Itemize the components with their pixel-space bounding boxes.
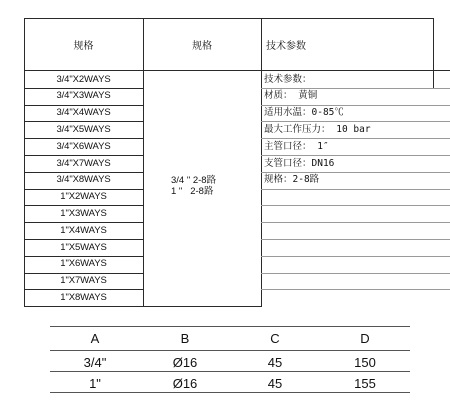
header-divider [24,70,450,71]
spec-range-cell [143,175,261,197]
model-cell: 1"X5WAYS [60,241,107,253]
table-border-bottom [24,306,262,307]
row-divider [24,88,143,89]
model-cell: 1"X3WAYS [60,207,107,219]
model-cell: 1"X4WAYS [60,224,107,236]
row-divider [261,239,450,240]
row-divider [261,88,450,89]
param-cell: 支管口径：DN16 [264,157,335,169]
row-divider [261,172,450,173]
dim-rule-bottom [50,392,410,393]
row-divider [24,239,143,240]
dim-header-cell: D [360,331,370,346]
row-divider [261,256,450,257]
model-cell: 1"X2WAYS [60,191,107,203]
row-divider [261,105,450,106]
row-divider [261,138,450,139]
dim-data-cell: 155 [354,376,376,391]
param-cell: 规格：2-8路 [264,174,320,186]
header-spec-2: 规格 [192,40,212,52]
dim-data-cell: 45 [267,376,283,391]
dim-rule-mid [50,371,410,372]
table-border-right [433,18,434,88]
dim-header-cell: B [180,331,190,346]
dimension-table [50,322,410,394]
dim-data-cell: 45 [267,355,283,370]
table-border-col3 [261,18,262,306]
dim-data-cell: Ø16 [172,355,198,370]
row-divider [261,155,450,156]
dim-data-cell: 150 [354,355,376,370]
spec-range-line: 1 " 2-8路 [171,186,214,197]
param-cell: 材质： 黄铜 [264,90,318,102]
param-cell: 主管口径： 1″ [264,140,329,152]
row-divider [24,138,143,139]
row-divider [24,105,143,106]
row-divider [24,121,143,122]
dim-header-cell: A [90,331,100,346]
row-divider [261,222,450,223]
row-divider [261,273,450,274]
param-cell: 技术参数： [264,73,312,85]
model-cell: 3/4"X6WAYS [56,140,111,152]
header-spec-1: 规格 [73,40,94,52]
spec-table [24,18,450,306]
model-cell: 1"X8WAYS [60,291,107,303]
spec-range-line: 3/4 " 2-8路 [171,175,217,186]
param-cell: 最大工作压力： 10 bar [264,123,371,135]
row-divider [24,155,143,156]
model-cell: 3/4"X7WAYS [56,157,111,169]
row-divider [24,205,143,206]
dim-data-cell: 3/4" [83,355,107,370]
model-cell: 3/4"X5WAYS [56,123,111,135]
row-divider [261,121,450,122]
row-divider [24,289,143,290]
row-divider [261,205,450,206]
dim-data-cell: Ø16 [172,376,198,391]
row-divider [24,172,143,173]
row-divider [24,256,143,257]
row-divider [24,273,143,274]
model-cell: 3/4"X2WAYS [56,73,111,85]
row-divider [24,189,143,190]
dim-rule-top [50,326,410,327]
dim-header-cell: C [270,331,280,346]
model-cell: 1"X7WAYS [60,275,107,287]
row-divider [261,289,450,290]
param-cell: 适用水温：0-85℃ [264,107,344,119]
model-cell: 3/4"X3WAYS [56,90,111,102]
row-divider [261,189,450,190]
model-cell: 1"X6WAYS [60,258,107,270]
dim-data-cell: 1" [89,376,101,391]
model-cell: 3/4"X8WAYS [56,174,111,186]
row-divider [24,222,143,223]
dim-rule-mid [50,350,410,351]
header-tech-params: 技术参数 [266,40,306,52]
model-cell: 3/4"X4WAYS [56,107,111,119]
